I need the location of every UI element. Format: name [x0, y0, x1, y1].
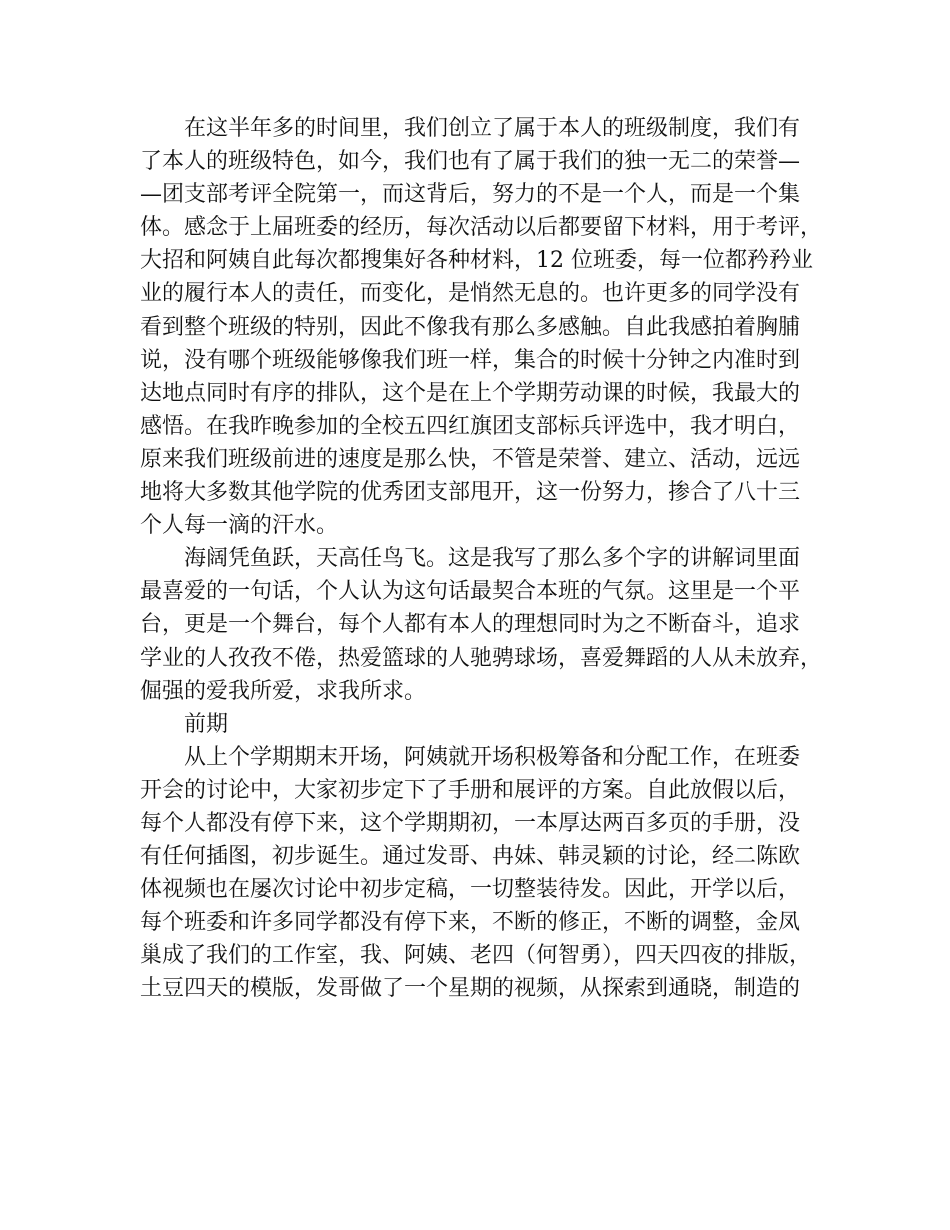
- text-line: 体视频也在屡次讨论中初步定稿，一切整装待发。因此，开学以后，: [140, 877, 801, 903]
- text-line: 开会的讨论中，大家初步定下了手册和展评的方案。自此放假以后，: [140, 777, 801, 803]
- text-line: 业的履行本人的责任，而变化，是悄然无息的。也许更多的同学没有: [140, 281, 801, 307]
- text-line: 从上个学期期末开场，阿姨就开场积极筹备和分配工作，在班委: [184, 744, 801, 770]
- text-line: 每个班委和许多同学都没有停下来，不断的修正，不断的调整，金凤: [140, 910, 801, 936]
- text-line: 巢成了我们的工作室，我、阿姨、老四（何智勇），四天四夜的排版，: [140, 943, 812, 969]
- text-line: 最喜爱的一句话，个人认为这句话最契合本班的气氛。这里是一个平: [140, 579, 801, 605]
- text-line: 海阔凭鱼跃，天高任鸟飞。这是我写了那么多个字的讲解词里面: [184, 546, 801, 572]
- text-line: 每个人都没有停下来，这个学期期初，一本厚达两百多页的手册，没: [140, 810, 801, 836]
- text-line: 说，没有哪个班级能够像我们班一样，集合的时候十分钟之内准时到: [140, 347, 801, 373]
- text-line: 感悟。在我昨晚参加的全校五四红旗团支部标兵评选中，我才明白，: [140, 413, 801, 439]
- document-body: [140, 112, 830, 1006]
- text-line: 地将大多数其他学院的优秀团支部甩开，这一份努力，掺合了八十三: [140, 480, 801, 506]
- text-line: 达地点同时有序的排队，这个是在上个学期劳动课的时候，我最大的: [140, 380, 801, 406]
- text-line: 了本人的班级特色，如今，我们也有了属于我们的独一无二的荣誉—: [140, 149, 801, 175]
- text-line: 体。感念于上届班委的经历，每次活动以后都要留下材料，用于考评，: [140, 215, 823, 241]
- text-line: —团支部考评全院第一，而这背后，努力的不是一个人，而是一个集: [140, 182, 801, 208]
- text-line: 在这半年多的时间里，我们创立了属于本人的班级制度，我们有: [184, 116, 801, 141]
- text-line: 原来我们班级前进的速度是那么快，不管是荣誉、建立、活动，远远: [140, 446, 801, 472]
- text-line: 台，更是一个舞台，每个人都有本人的理想同时为之不断奋斗，追求: [140, 612, 801, 638]
- text-line: 有任何插图，初步诞生。通过发哥、冉妹、韩灵颖的讨论，经二陈欧: [140, 844, 801, 870]
- text-line: 倔强的爱我所爱，求我所求。: [140, 678, 427, 704]
- text-line: 土豆四天的模版，发哥做了一个星期的视频，从探索到通晓，制造的: [140, 976, 801, 1002]
- text-line: 前期: [184, 711, 229, 737]
- text-line: 学业的人孜孜不倦，热爱篮球的人驰骋球场，喜爱舞蹈的人从未放弃，: [140, 645, 823, 671]
- text-line: 大招和阿姨自此每次都搜集好各种材料，12 位班委，每一位都矜矜业: [140, 248, 813, 274]
- text-line: 看到整个班级的特别，因此不像我有那么多感触。自此我感拍着胸脯: [140, 314, 801, 340]
- text-line: 个人每一滴的汗水。: [140, 513, 339, 539]
